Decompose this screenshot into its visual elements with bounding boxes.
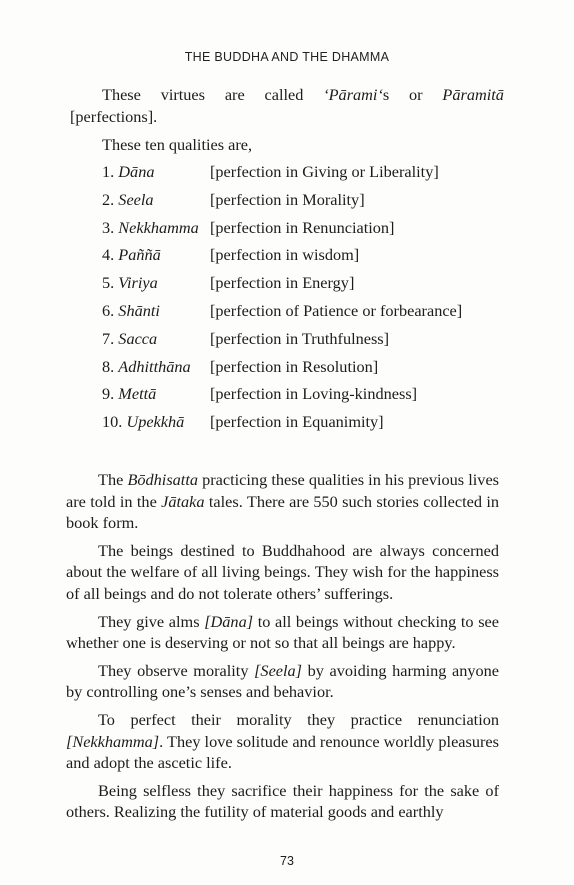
paragraph-seela <box>66 660 499 703</box>
virtue-name: Paññā <box>118 245 161 265</box>
virtue-number: 4. <box>102 245 115 265</box>
virtue-description: [perfection in Loving-kindness] <box>210 384 418 404</box>
term-paramita: Pāramitā <box>442 85 504 104</box>
text-run: to all beings without checking to see whether one is deserving or not so that all beings are happy. <box>66 611 499 653</box>
virtue-name: Adhitthāna <box>118 356 191 376</box>
virtue-description: [perfection in wisdom] <box>210 245 360 265</box>
body-text <box>66 469 499 829</box>
text-run: tales. There are 550 such stories collected in book form. <box>66 491 499 533</box>
paragraph-welfare: The beings destined to Buddhahood are always concerned about the welfare of all living beings. They wish for the happiness of all beings and do not tolerate others’ sufferings. <box>66 540 499 603</box>
virtue-item <box>102 356 502 384</box>
intro-paragraph <box>70 84 504 128</box>
virtue-item <box>102 217 502 245</box>
virtue-number: 1. <box>102 162 115 181</box>
term-nekkhamma: [Nekkhamma] <box>66 731 160 751</box>
intro-word: virtues <box>160 85 205 104</box>
paragraph-jataka <box>66 469 499 534</box>
virtue-description: [perfection of Patience or forbearance] <box>210 300 463 320</box>
text-run: . They love solitude and renounce worldly pleasures and adopt the ascetic life. <box>66 731 499 773</box>
intro-line-2: [perfections]. <box>70 107 158 126</box>
virtue-name: Shānti <box>118 300 160 320</box>
intro-word: called <box>264 85 304 104</box>
list-intro: These ten qualities are, <box>102 135 253 154</box>
intro-word: are <box>224 85 245 104</box>
virtue-item <box>102 411 502 439</box>
virtue-number: 2. <box>102 189 115 209</box>
virtue-item <box>102 244 502 272</box>
text-run: practicing these qualities in his previous lives are told in the <box>66 470 500 511</box>
intro-line-1 <box>70 84 504 106</box>
paragraph-selfless: Being selfless they sacrifice their happiness for the sake of others. Realizing the futility of material goods and earthly <box>66 780 499 822</box>
virtue-number: 5. <box>102 273 115 293</box>
virtue-description: [perfection in Resolution] <box>210 356 379 376</box>
running-head: THE BUDDHA AND THE DHAMMA <box>184 50 390 64</box>
virtue-name: Viriya <box>118 273 158 293</box>
virtue-description: [perfection in Equanimity] <box>210 412 384 432</box>
intro-word: These <box>102 85 141 104</box>
virtue-item <box>102 328 502 356</box>
virtue-name: Seela <box>118 189 154 209</box>
text-run: They observe morality <box>98 660 255 680</box>
virtue-item <box>102 272 502 300</box>
paragraph-dana <box>66 611 499 654</box>
term-dana: [Dāna] <box>204 611 254 631</box>
virtue-description: [perfection in Renunciation] <box>210 217 395 237</box>
virtue-name: Mettā <box>118 384 157 404</box>
text-run: They give alms <box>98 611 205 631</box>
virtue-number: 10. <box>102 412 123 432</box>
virtue-description: [perfection in Morality] <box>210 189 365 209</box>
virtue-item <box>102 383 502 411</box>
virtue-number: 6. <box>102 300 115 320</box>
virtue-description: [perfection in Giving or Liberality] <box>210 162 439 181</box>
term-seela: [Seela] <box>254 660 303 680</box>
virtue-name: Dāna <box>118 162 155 181</box>
virtue-item <box>102 189 502 217</box>
virtue-item <box>102 161 502 189</box>
text-run: The <box>98 470 128 489</box>
paragraph-nekkhamma <box>66 709 499 774</box>
term-bodhisatta: Bōdhisatta <box>127 470 198 489</box>
term-parami-suffix: s <box>382 85 390 104</box>
virtue-list <box>102 161 502 439</box>
virtue-number: 9. <box>102 384 115 404</box>
text-run: To perfect their morality they practice renunciation <box>98 709 499 729</box>
intro-word: or <box>409 85 423 104</box>
virtue-number: 3. <box>102 217 115 237</box>
virtue-name: Upekkhā <box>126 412 185 432</box>
page-number: 73 <box>280 854 294 868</box>
term-parami: ‘Pārami‘ <box>323 85 383 104</box>
virtue-number: 8. <box>102 356 115 376</box>
term-jataka: Jātaka <box>161 491 205 511</box>
virtue-name: Sacca <box>118 328 158 348</box>
intro-term-parami <box>323 84 389 106</box>
virtue-item <box>102 300 502 328</box>
virtue-name: Nekkhamma <box>118 217 199 237</box>
virtue-description: [perfection in Energy] <box>210 273 355 293</box>
virtue-description: [perfection in Truthfulness] <box>210 328 390 348</box>
text-run: by avoiding harming anyone by controlling one’s senses and behavior. <box>66 660 500 702</box>
virtue-number: 7. <box>102 328 115 348</box>
